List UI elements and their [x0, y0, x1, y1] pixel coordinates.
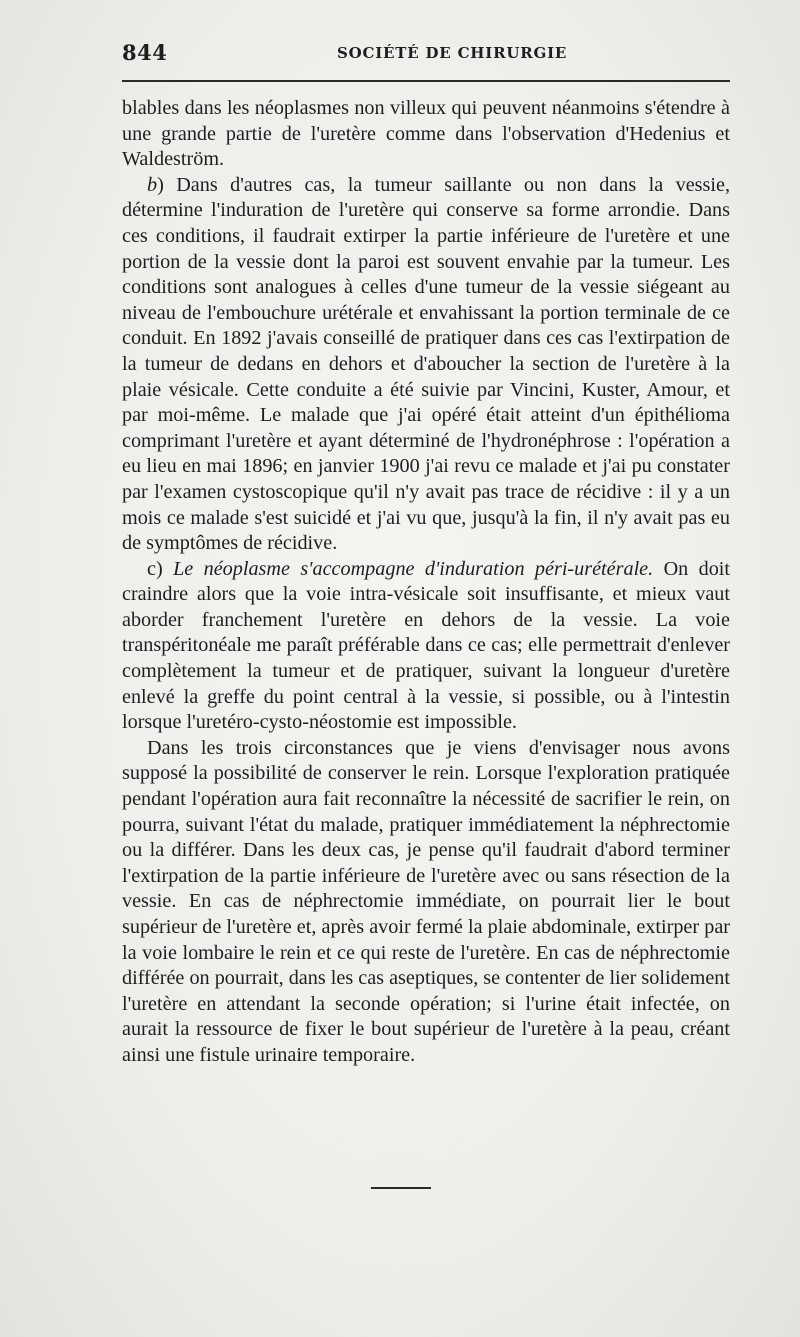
paragraph-c — [122, 557, 730, 736]
paragraph-4-text: Dans les trois circonstances que je viens d'envisager nous avons supposé la possibilité de conserver le rein. Lorsque l'exploration pratiquée pendant l'opération aura fait reconnaître la nécessité de sacrifier le rein, on pourra, suivant l'état du malade, pratiquer immédiatement la néphrectomie ou la différer. Dans les deux cas, je pense qu'il faudrait d'abord terminer l'extirpation de la partie inférieure de l'uretère avec ou sans résection de la vessie. En cas de néphrectomie immédiate, on pourrait lier le bout supérieur de l'uretère et, après avoir fermé la plaie abdominale, extirper par la voie lombaire le rein et ce qui reste de l'uretère. En cas de néphrectomie différée on pourrait, dans les cas aseptiques, se contenter de lier solidement l'uretère en attendant la seconde opération; si l'urine était infectée, on aurait la ressource de fixer le bout supérieur de l'uretère à la peau, créant ainsi une fistule urinaire temporaire. — [122, 736, 730, 1066]
running-head — [122, 40, 730, 70]
running-title: SOCIÉTÉ DE CHIRURGIE — [337, 44, 568, 62]
paragraph-4 — [122, 736, 730, 1069]
header-rule — [122, 80, 730, 82]
paragraph-c-heading: Le néoplasme s'accompagne d'induration péri-urétérale. — [173, 557, 654, 580]
paragraph-b — [122, 173, 730, 557]
paragraph-b-marker: b — [147, 173, 158, 196]
page-number: 844 — [122, 40, 168, 65]
body-text — [122, 96, 730, 1069]
paragraph-1-text: blables dans les néoplasmes non villeux qui peuvent néanmoins s'étendre à une grande partie de l'uretère comme dans l'observation d'Hedenius et Waldeström. — [122, 97, 730, 171]
paragraph-b-text: ) Dans d'autres cas, la tumeur saillante ou non dans la vessie, détermine l'induration de l'uretère qui conserve sa forme arrondie. Dans ces conditions, il faudrait extirper la partie inférieure de l'uretère et une portion de la vessie dont la paroi est souvent envahie par la tumeur. Les conditions sont analogues à celles d'une tumeur de la vessie siégeant au niveau de l'embouchure urétérale et envahissant la portion terminale de ce conduit. En 1892 j'avais conseillé de pratiquer dans ces cas l'extirpation de la tumeur de dedans en dehors et d'aboucher la section de l'uretère à la plaie vésicale. Cette conduite a été suivie par Vincini, Kuster, Amour, et par moi-même. Le malade que j'ai opéré était atteint d'un épithélioma comprimant l'uretère et ayant déterminé de l'hydronéphrose : l'opération a eu lieu en mai 1896; en janvier 1900 j'ai revu ce malade et j'ai pu constater par l'examen cystoscopique qu'il n'y avait pas trace de récidive : il y a un mois ce malade s'est suicidé et j'ai vu que, jusqu'à la fin, il n'y avait pas eu de symptômes de récidive. — [122, 173, 730, 555]
paragraph-c-text: On doit craindre alors que la voie intra-vésicale soit insuffisante, et mieux vaut aborder franchement l'uretère en dehors de la vessie. La voie transpéritonéale me paraît préférable dans ce cas; elle permettrait d'enlever complètement la tumeur et de pratiquer, suivant la longueur d'uretère enlevé la greffe du point central à la vessie, si possible, ou à l'intestin lorsque l'uretéro-cysto-néostomie est impossible. — [122, 557, 731, 734]
closing-rule — [371, 1187, 431, 1189]
paragraph-1 — [122, 96, 730, 173]
paragraph-c-marker: c) — [147, 557, 174, 580]
